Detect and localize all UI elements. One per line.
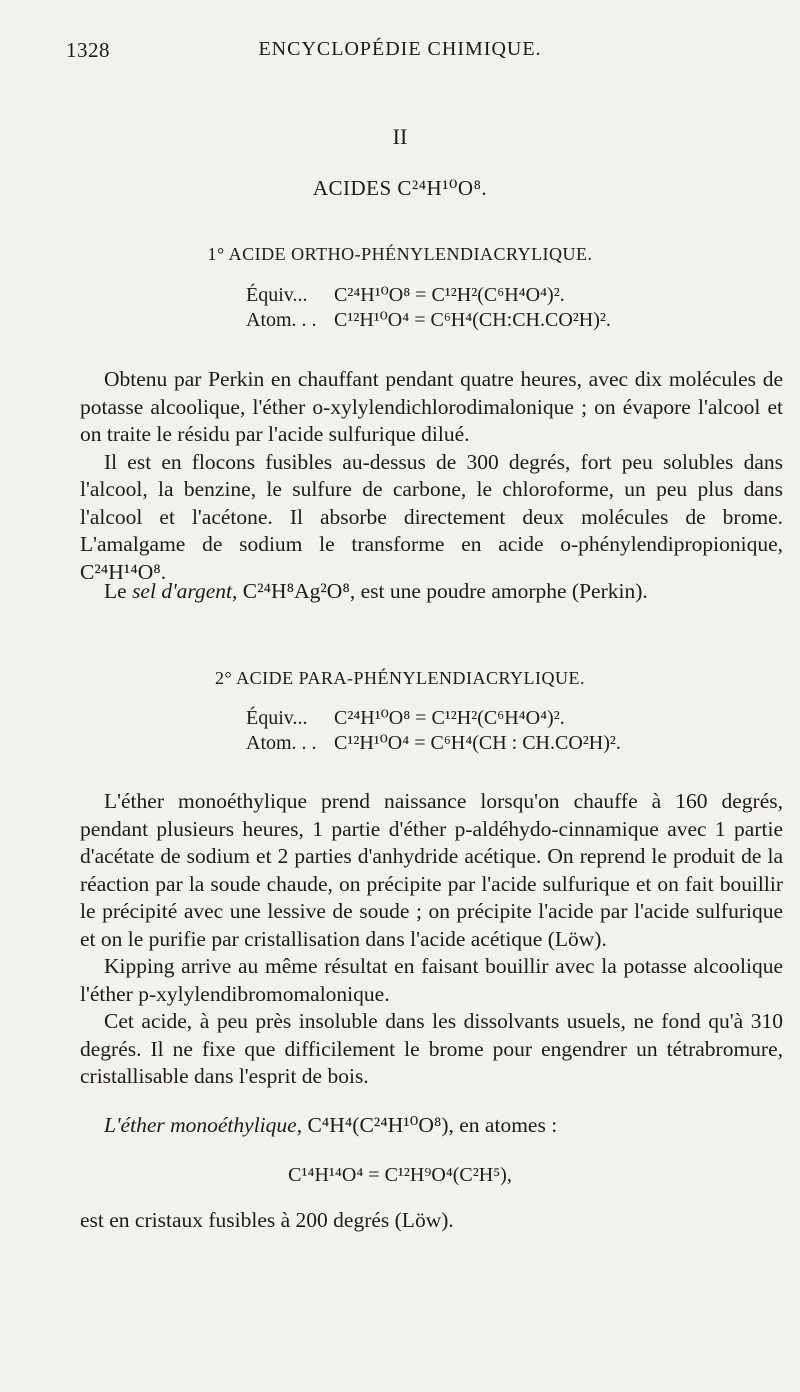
ether-text: , C⁴H⁴(C²⁴H¹⁰O⁸), en atomes :	[296, 1113, 558, 1137]
formula-label: Atom. . .	[246, 732, 317, 754]
section-title: ACIDES C²⁴H¹⁰O⁸.	[312, 176, 488, 200]
silver-salt-text: , C²⁴H⁸Ag²O⁸, est une poudre amorphe (Perkin).	[232, 579, 648, 603]
formula-text: C¹²H¹⁰O⁴ = C⁶H⁴(CH : CH.CO²H)².	[334, 732, 621, 754]
page-number: 1328	[66, 38, 110, 62]
body-text-para	[80, 788, 783, 1091]
body-text-ortho	[80, 366, 783, 586]
formula-atom-ortho	[246, 307, 611, 332]
formula-label: Atom. . .	[246, 309, 317, 331]
formula-atom-para	[246, 730, 621, 755]
paragraph: Kipping arrive au même résultat en faisant bouillir avec la potasse alcoolique l'éther p-xylylendibromomalonique.	[80, 954, 783, 1006]
silver-salt-term: sel d'argent	[132, 579, 233, 603]
formula-equiv-ortho	[246, 282, 565, 307]
subsection-heading-para: 2° ACIDE PARA-PHÉNYLENDIACRYLIQUE.	[214, 668, 586, 688]
paragraph: Cet acide, à peu près insoluble dans les dissolvants usuels, ne fond qu'à 310 degrés. Il ne fixe que difficilement le brome pour engendrer un tétrabromure, cristallisable dans l'esprit de bois.	[80, 1009, 783, 1088]
formula-text: C¹²H¹⁰O⁴ = C⁶H⁴(CH:CH.CO²H)².	[334, 309, 611, 331]
silver-salt-paragraph	[80, 578, 783, 606]
ether-formula: C¹⁴H¹⁴O⁴ = C¹²H⁹O⁴(C²H⁵),	[288, 1164, 512, 1186]
section-number: II	[392, 124, 408, 149]
ether-conclusion	[80, 1207, 783, 1235]
paragraph: Obtenu par Perkin en chauffant pendant quatre heures, avec dix molécules de potasse alcoolique, l'éther o-xylylendichlorodimalonique ; on évapore l'alcool et on traite le résidu par l'acide sulfurique dilué.	[80, 367, 783, 446]
running-title: ENCYCLOPÉDIE CHIMIQUE.	[258, 38, 542, 60]
silver-salt-lead: Le	[104, 579, 133, 603]
formula-label: Équiv...	[246, 284, 308, 306]
formula-label: Équiv...	[246, 707, 308, 729]
paragraph: L'éther monoéthylique prend naissance lorsqu'on chauffe à 160 degrés, pendant plusieurs heures, 1 partie d'éther p-aldéhydo-cinnamique avec 1 partie d'acétate de sodium et 2 parties d'anhydride acétique. On reprend le produit de la réaction par la soude chaude, on précipite par l'acide sulfurique et on fait bouillir le précipité avec une lessive de soude ; on précipite l'acide par l'acide sulfurique et on le purifie par cristallisation dans l'acide acétique (Löw).	[80, 789, 783, 951]
subsection-heading-ortho: 1° ACIDE ORTHO-PHÉNYLENDIACRYLIQUE.	[207, 244, 593, 264]
ether-term: L'éther monoéthylique	[104, 1113, 297, 1137]
paragraph: est en cristaux fusibles à 200 degrés (Löw).	[80, 1208, 454, 1232]
formula-text: C²⁴H¹⁰O⁸ = C¹²H²(C⁶H⁴O⁴)².	[334, 707, 565, 729]
formula-equiv-para	[246, 705, 565, 730]
paragraph: Il est en flocons fusibles au-dessus de 300 degrés, fort peu solubles dans l'alcool, la benzine, le sulfure de carbone, le chloroforme, un peu plus dans l'alcool et l'acétone. Il absorbe directement deux molécules de brome. L'amalgame de sodium le transforme en acide o-phénylendipropionique, C²⁴H¹⁴O⁸.	[80, 449, 783, 584]
formula-text: C²⁴H¹⁰O⁸ = C¹²H²(C⁶H⁴O⁴)².	[334, 284, 565, 306]
ether-paragraph	[80, 1112, 783, 1140]
